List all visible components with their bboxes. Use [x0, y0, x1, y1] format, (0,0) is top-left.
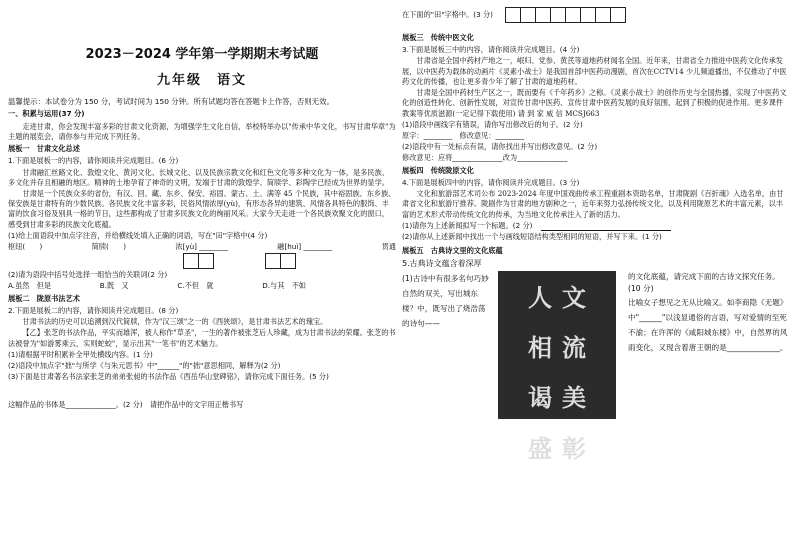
block1-para1: 甘肃融汇丝路文化、敦煌文化、黄河文化、长城文化、以及民族宗教文化和红色文化等多种文化为一体，是多民族、多文化并存且相融的地区。精神的土地孕育了神奇的文明，发端于甘肃的敦煌学、简牍学、彩陶学已经成为世界的显学。: [8, 167, 389, 187]
calligraphy-char: 相: [528, 332, 552, 362]
calligraphy-char: 彰: [562, 433, 586, 463]
block2-title: 展板二 陇原书法艺术: [8, 293, 80, 303]
answer-grid[interactable]: [183, 253, 213, 269]
block5-left-text: (1)古诗中有很多名句巧妙自然的双关，写出城东楼？中，既写出了烧浩荡的诗句——: [402, 273, 489, 329]
answer-line[interactable]: [541, 221, 671, 231]
q1-item: 枢纽( ): [8, 242, 43, 252]
block4-q1-text: (1)请你为上述新闻拟写一个标题。(2 分): [402, 220, 533, 230]
calligraphy-char: 文: [562, 282, 586, 312]
block5-body: [402, 258, 788, 463]
instructions: 温馨提示：本试卷分为 150 分，考试时间为 150 分钟。所有试题均答在答题卡上作答，否则无效。: [8, 96, 334, 106]
block1-q2-label: (2)请为语段中括号处选择一组恰当的关联词(2 分): [8, 270, 168, 280]
answer-grid[interactable]: [265, 253, 295, 269]
block2-q1: (1)请根据平时积累补全甲处横线内容。(1 分): [8, 349, 153, 359]
block3-q2-blank[interactable]: 修改意见：应将______________改为______________: [402, 153, 568, 163]
block5-right: [628, 271, 788, 421]
block5-prompt-tail: 的文化底蕴，请完成下面的古诗文探究任务。(10 分): [628, 271, 780, 293]
calligraphy-char: 人: [528, 282, 552, 312]
part1-heading: 一、积累与运用(37 分): [8, 109, 85, 119]
q1-item: 贯通: [381, 242, 396, 252]
block2-q3: (3)下面是甘肃著名书法家张芝的弟弟张昶的书法作品《西岳华山堂碑铭》，请你完成下面任务。(5 分): [8, 372, 329, 382]
option-b[interactable]: B.既 又: [99, 281, 129, 291]
exam-subtitle: 九年级 语文: [156, 73, 247, 89]
block3-title: 展板三 传统中医文化: [402, 33, 474, 42]
block5-prompt: 5.古典诗文蕴含着深厚: [402, 259, 482, 269]
block4-q2: (2)请你从上述新闻中找出一个与画线短语结构类型相同的短语，并写下来。(1 分): [402, 231, 662, 241]
writing-grid[interactable]: [505, 7, 625, 23]
calligraphy-char: 美: [562, 383, 586, 413]
block1-prompt: 1.下面是展板一的内容，请你阅读并完成题目。(6 分): [8, 156, 179, 166]
block5-prompt-row: [402, 258, 788, 269]
block2-q3-tail: 这幅作品的书体是______________。(2 分) 请把作品中的文字用正楷书写: [8, 400, 244, 410]
block3-prompt: 3.下面是展板三中的内容，请你阅读并完成题目。(4 分): [402, 45, 580, 55]
option-d[interactable]: D.与其 不如: [262, 281, 306, 291]
block2-para1: 甘肃书法的历史可以追溯到汉代简牍，作为"汉三颂"之一的《西狭颂》，是甘肃书法艺术的瑰宝。: [22, 317, 328, 327]
block3-q2: (2)语段中有一处标点有误，请你找出并写出修改意见。(2 分): [402, 142, 598, 152]
block3-para: 甘肃省是全国中药材产地之一，岷归、党参、黄芪等道地药材闻名全国。近年来，甘肃省全力推进中医药文化传承发展，以中医药为载体的动画片《灵素小战士》是我国首部中医药动漫剧，首次在CCTV14 少儿频道播出，不仅推动了中医药文化的传播，也让更多青少年了解了甘肃的道地药材。: [402, 56, 787, 86]
block4-title: 展板四 传统陇原文化: [402, 165, 474, 175]
block1-q1-items: [8, 242, 396, 252]
grid-instruction: [402, 7, 788, 23]
option-c[interactable]: C.不但 就: [177, 281, 214, 291]
block4-q1: [402, 221, 788, 231]
answer-grid-row: [8, 253, 396, 269]
block3-para2: 甘肃是全国中药材生产区之一，既而要有《千年药乡》之称。《灵素小战士》的创作历史与全国热播，实现了中医药文化的创造性转化、创新性发展，对宣传甘肃中医药、宣传甘肃中医药发展的良好氛围，起到了积极的促进作用。更多课件教案等优质滋源(一定记得下载使用) 请 到 家 威 信 MCSJ663: [402, 88, 787, 118]
block3-q1-blank[interactable]: 原字：________ 修改意见：________: [402, 130, 525, 140]
block2-para2: 【乙】张芝的书法作品，平实而雄浑，被人称作"草圣"，一生的著作被张芝后人珍藏，成为甘肃书法的荣耀。张芝的书法被誉为"如游雾乘云，实则蛇蛟"，显示出其"一笔书"的艺术魅力。: [8, 328, 396, 348]
block4-para: 文化和旅游部艺术司公布 2023-2024 年度中国戏曲传承工程重剧本资助名单，甘肃陇剧《百折魂》入选名单，由甘肃省文化和旅游厅推荐。陇剧作为甘肃的地方剧种之一，近年来努力弘扬传统文化，以及利用陇原艺术的丰富元素，以丰富的艺术形式带动传统文化的传承，为当地文化传承注入了新的活力。: [402, 189, 784, 219]
block1-q1-label: (1)给上面语段中加点字注音，并给横线处填入正确的词语，写在"田"字格中(4 分): [8, 230, 268, 240]
block2-q2: (2)语段中加点字"拙"与所学《与朱元思书》中"______"的"拙"意思相同，解释为(2 分): [8, 361, 281, 371]
q1-item: 简牍( ): [91, 242, 127, 252]
option-a[interactable]: A.虽然 但是: [8, 281, 52, 291]
block4-prompt: 4.下面是展板四中的内容，请你阅读并完成题目。(3 分): [402, 177, 580, 187]
calligraphy-char: 盛: [528, 433, 552, 463]
block5-title: 展板五 古典诗文里的文化底蕴: [402, 246, 503, 256]
right-column: [402, 6, 788, 463]
block5-layout: [402, 271, 788, 463]
left-column: [8, 6, 396, 412]
block1-q2-options: [8, 281, 396, 291]
q1-item: 浓[yù] ________: [175, 242, 228, 252]
block5-right-text: 比喻女子想见之无从比喻又。如李商隐《无题》中"______"以浅显通俗的言语，写对爱情的至死不渝；在许浑的《咸阳城东楼》中，自然界的风雨变化，又现含着唐王朝的是______________。: [628, 297, 788, 353]
q1-item: 融[huì] ________: [277, 242, 333, 252]
exam-title: 2023－2024 学年第一学期期末考试题: [85, 47, 319, 62]
grid-text: 在下面的"田"字格中。(3 分): [402, 10, 493, 19]
calligraphy-char: 流: [562, 332, 586, 362]
block1-para2: 甘肃是一个民族众多的省份，有汉、回、藏、东乡、保安、裕固、蒙古、土、满等 45 个民族，其中裕固族、东乡族、保安族是甘肃特有的少数民族。各民族文化丰富多彩，民俗风情浓厚(yù)，有形态各异的建筑、风情各具特色的服饰、丰富的饮食习俗及别具一格的节日，这些都构成了甘肃多民族文化的绚丽风采。大家今天走进一个各民族欢聚文化的窗口，感受到甘肃多彩的民族文化底蕴。: [8, 188, 396, 229]
block2-prompt: 2.下面是展板二的内容，请你阅读并完成题目。(8 分): [8, 305, 179, 315]
calligraphy-char: 谒: [528, 383, 552, 413]
block1-title: 展板一 甘肃文化总述: [8, 144, 80, 154]
block3-q1: (1)语段中画线字有错误，请你写出修改后的句子。(2 分): [402, 119, 583, 129]
part1-intro: 走进甘肃，你会发现丰富多彩的甘肃文化资源，为增强学生文化自信，举校特举办以"传承中华文化，书写甘肃华章"为主题的展览会，请你参与并完成下列任务。: [8, 121, 396, 141]
calligraphy-image: [498, 271, 616, 463]
